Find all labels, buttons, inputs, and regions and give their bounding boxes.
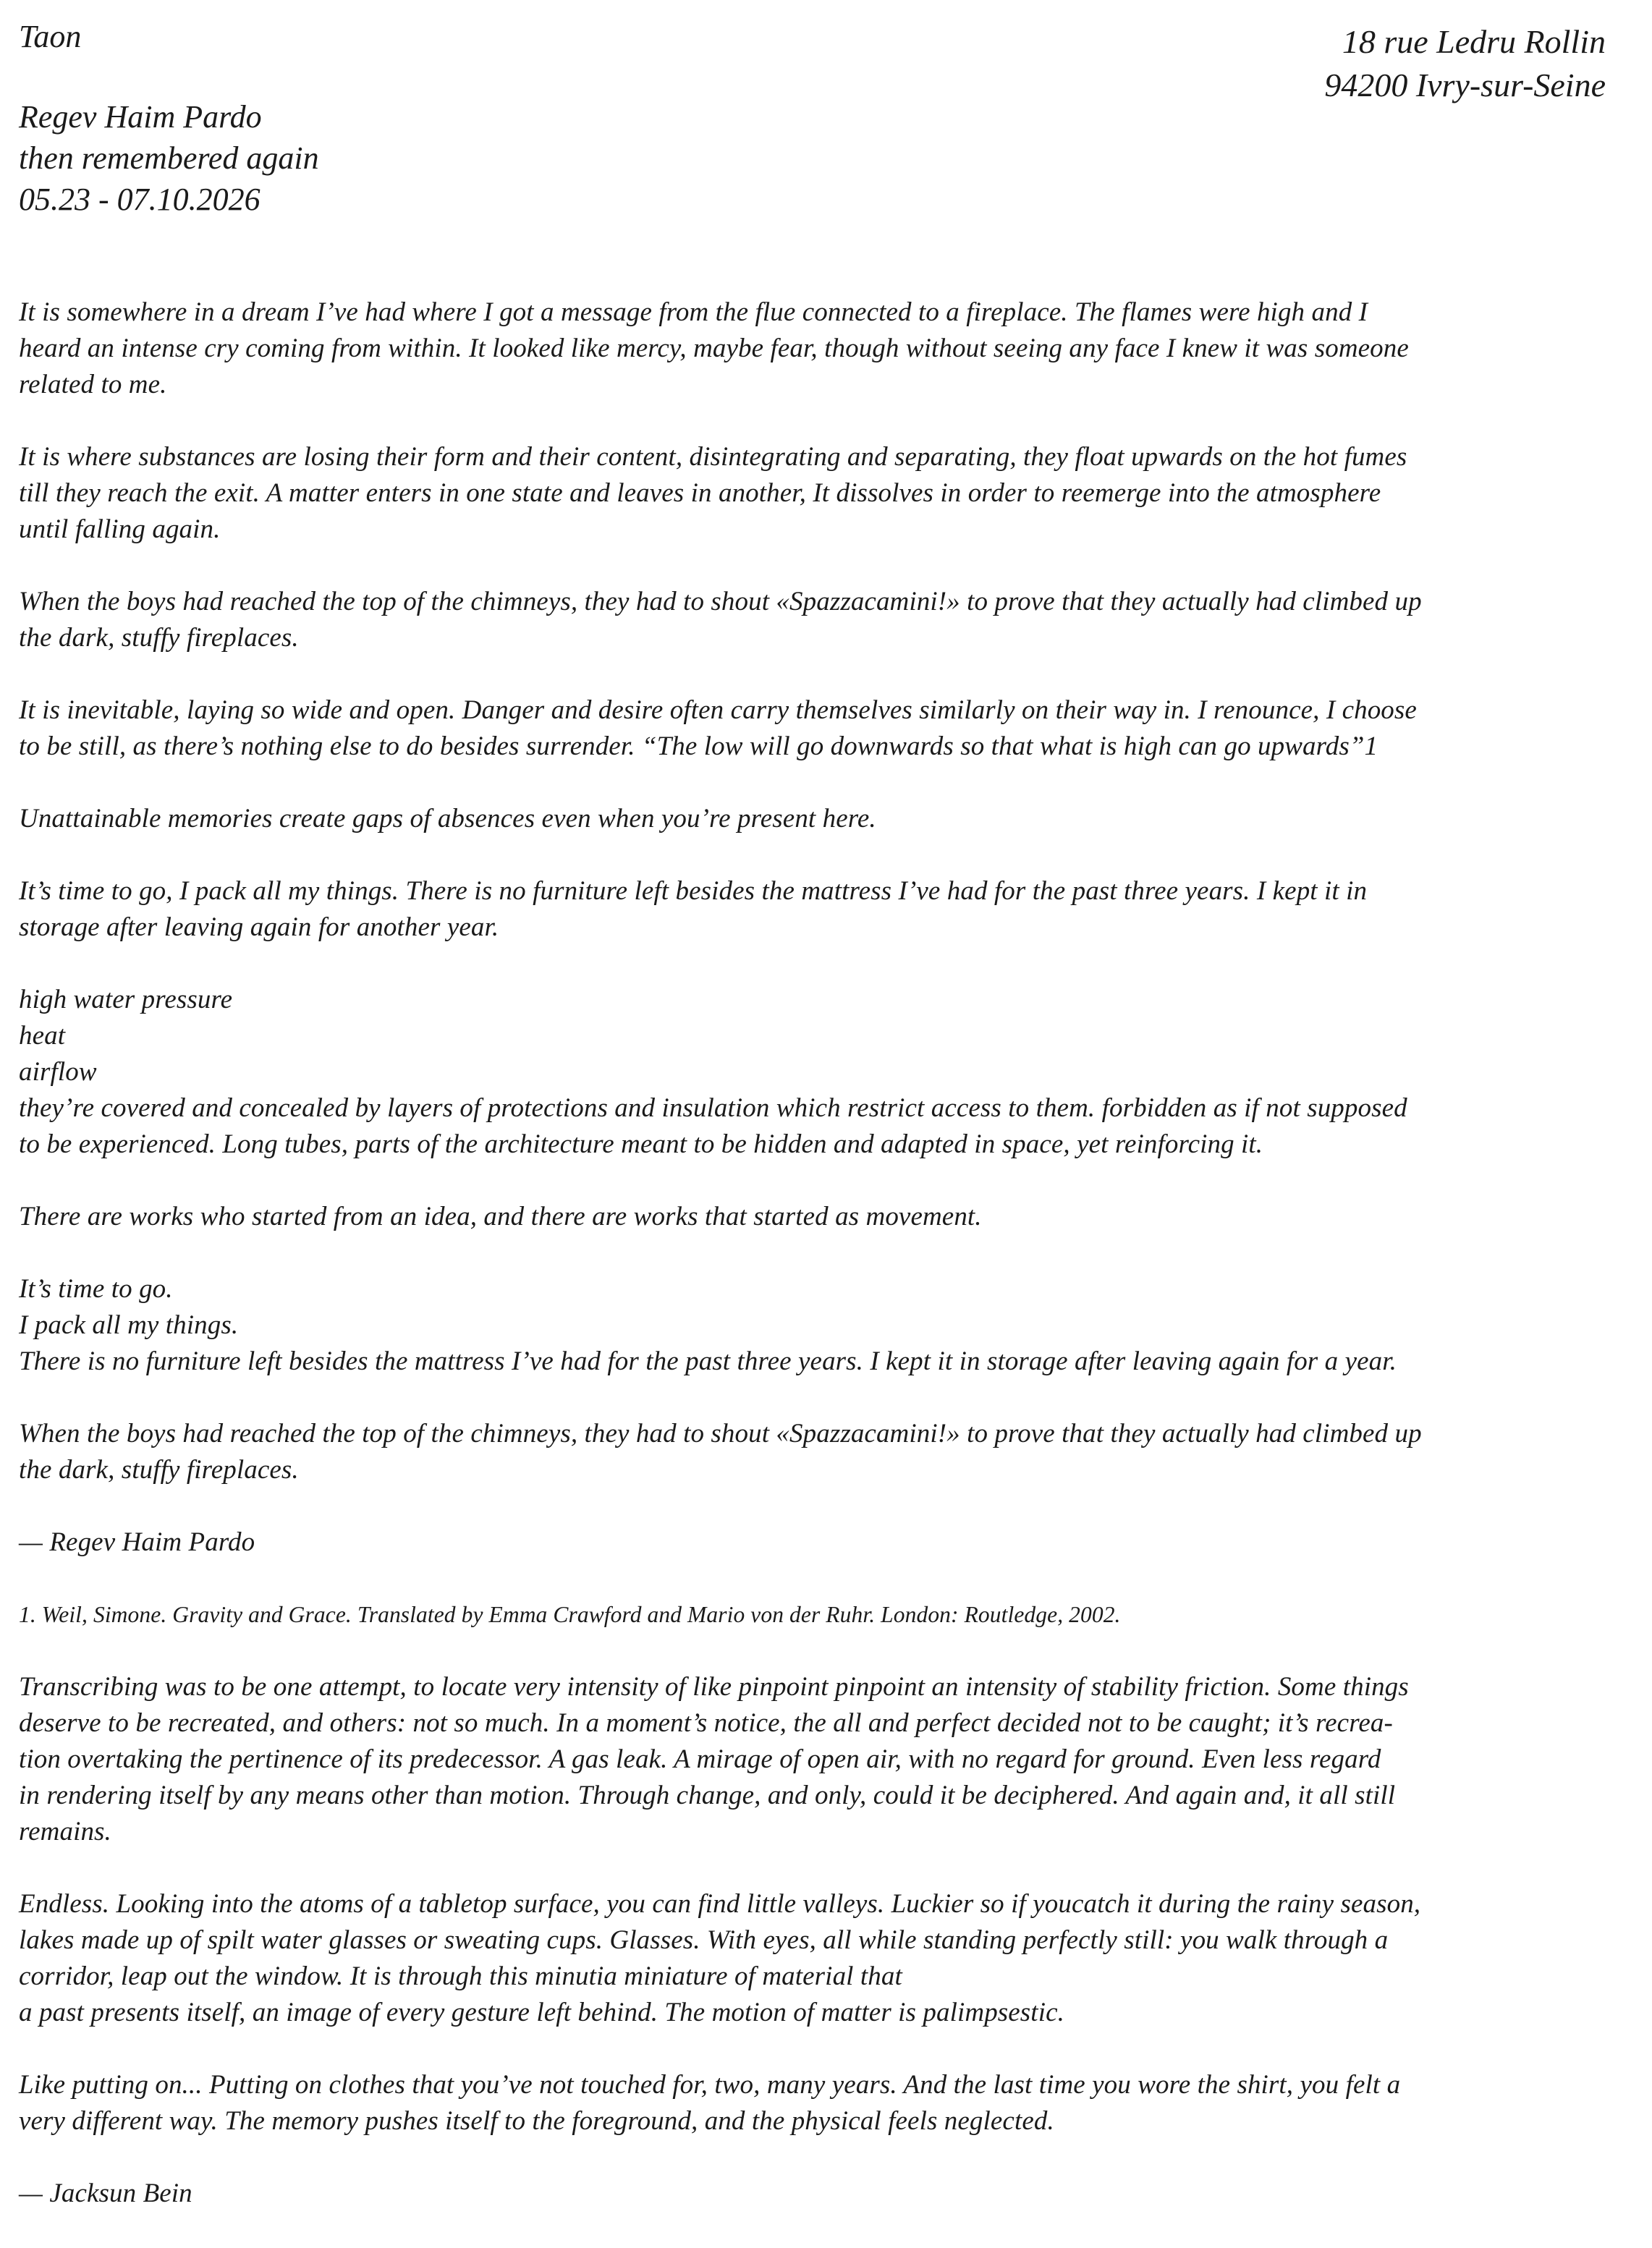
paragraph	[19, 982, 1625, 1163]
author-signature: — Regev Haim Pardo	[19, 1527, 255, 1557]
text-line: Like putting on... Putting on clothes that you’ve not touched for, two, many years. And the last time you wore the shirt, you felt a	[19, 2070, 1401, 2100]
text-line: to be experienced. Long tubes, parts of the architecture meant to be hidden and adapted in space, yet reinforcing it.	[19, 1129, 1263, 1159]
text-line: When the boys had reached the top of the chimneys, they had to shout «Spazzacamini!» to prove that they actually had climbed up	[19, 1419, 1422, 1449]
text-line: remains.	[19, 1817, 111, 1846]
paragraph	[19, 1416, 1625, 1488]
text-line: It’s time to go.	[19, 1274, 173, 1304]
text-line: It is inevitable, laying so wide and open. Danger and desire often carry themselves similarly on their way in. I renounce, I choose	[19, 695, 1417, 725]
text-line: to be still, as there’s nothing else to do besides surrender. “The low will go downwards so that what is high can go upwards”1	[19, 731, 1378, 761]
text-line: tion overtaking the pertinence of its predecessor. A gas leak. A mirage of open air, with no regard for ground. Even less regard	[19, 1744, 1381, 1774]
text-line: It is where substances are losing their form and their content, disintegrating and separating, they float upwards on the hot fumes	[19, 442, 1407, 472]
paragraph	[19, 1199, 1625, 1235]
venue-address	[1324, 20, 1606, 107]
text-line: till they reach the exit. A matter enters in one state and leaves in another, It dissolves in order to reemerge into the atmosphere	[19, 478, 1381, 508]
paragraph	[19, 873, 1625, 946]
text-line: deserve to be recreated, and others: not so much. In a moment’s notice, the all and perfect decided not to be caught; it’s recrea-	[19, 1708, 1393, 1738]
address-street: 18 rue Ledru Rollin	[1342, 23, 1606, 60]
text-line: Unattainable memories create gaps of absences even when you’re present here.	[19, 804, 876, 834]
text-line: There are works who started from an idea, and there are works that started as movement.	[19, 1202, 982, 1231]
text-line: airflow	[19, 1057, 97, 1087]
author-signature: — Jacksun Bein	[19, 2179, 192, 2208]
text-line: Transcribing was to be one attempt, to locate very intensity of like pinpoint pinpoint an intensity of stability friction. Some things	[19, 1672, 1409, 1702]
paragraph	[19, 1271, 1625, 1380]
address-city: 94200 Ivry-sur-Seine	[1324, 67, 1606, 103]
text-line: the dark, stuffy fireplaces.	[19, 1455, 299, 1485]
text-line: Endless. Looking into the atoms of a tabletop surface, you can find little valleys. Luckier so if youcatch it during the rainy season,	[19, 1889, 1421, 1919]
exhibition-title: then remembered again	[19, 140, 319, 176]
exhibition-dates: 05.23 - 07.10.2026	[19, 182, 260, 217]
paragraph	[19, 294, 1625, 403]
paragraph	[19, 1886, 1625, 2031]
text-line: in rendering itself by any means other than motion. Through change, and only, could it be deciphered. And again and, it all still	[19, 1781, 1396, 1810]
text-line: a past presents itself, an image of every gesture left behind. The motion of matter is palimpsestic.	[19, 1998, 1064, 2027]
text-line: heard an intense cry coming from within. It looked like mercy, maybe fear, though without seeing any face I knew it was someone	[19, 334, 1409, 363]
paragraph	[19, 584, 1625, 656]
paragraph	[19, 801, 1625, 837]
text-line: high water pressure	[19, 985, 233, 1014]
text-line: related to me.	[19, 370, 167, 399]
text-line: When the boys had reached the top of the chimneys, they had to shout «Spazzacamini!» to prove that they actually had climbed up	[19, 587, 1422, 616]
paragraph	[19, 1669, 1625, 1850]
paragraph	[19, 692, 1625, 765]
text-line: storage after leaving again for another year.	[19, 912, 499, 942]
text-line: until falling again.	[19, 514, 221, 544]
text-line: lakes made up of spilt water glasses or sweating cups. Glasses. With eyes, all while standing perfectly still: you walk through a	[19, 1925, 1389, 1955]
text-line: It is somewhere in a dream I’ve had where I got a message from the flue connected to a fireplace. The flames were high and I	[19, 297, 1368, 327]
text-line: they’re covered and concealed by layers of protections and insulation which restrict access to them. forbidden as if not supposed	[19, 1093, 1407, 1123]
text-line: the dark, stuffy fireplaces.	[19, 623, 299, 653]
footnote: 1. Weil, Simone. Gravity and Grace. Translated by Emma Crawford and Mario von der Ruhr. London: Routledge, 2002.	[19, 1602, 1121, 1627]
text-line: corridor, leap out the window. It is through this minutia miniature of material that	[19, 1961, 902, 1991]
text-line: very different way. The memory pushes itself to the foreground, and the physical feels neglected.	[19, 2106, 1054, 2136]
text-line: heat	[19, 1021, 66, 1051]
text-line: There is no furniture left besides the mattress I’ve had for the past three years. I kept it in storage after leaving again for a year.	[19, 1346, 1397, 1376]
paragraph	[19, 2067, 1625, 2139]
artist-name: Regev Haim Pardo	[19, 99, 262, 135]
paragraph	[19, 439, 1625, 548]
organization-name: Taon	[19, 19, 82, 54]
exhibition-header	[19, 16, 319, 220]
text-line: It’s time to go, I pack all my things. There is no furniture left besides the mattress I’ve had for the past three years. I kept it in	[19, 876, 1368, 906]
text-line: I pack all my things.	[19, 1310, 239, 1340]
text-body	[19, 294, 1625, 2248]
